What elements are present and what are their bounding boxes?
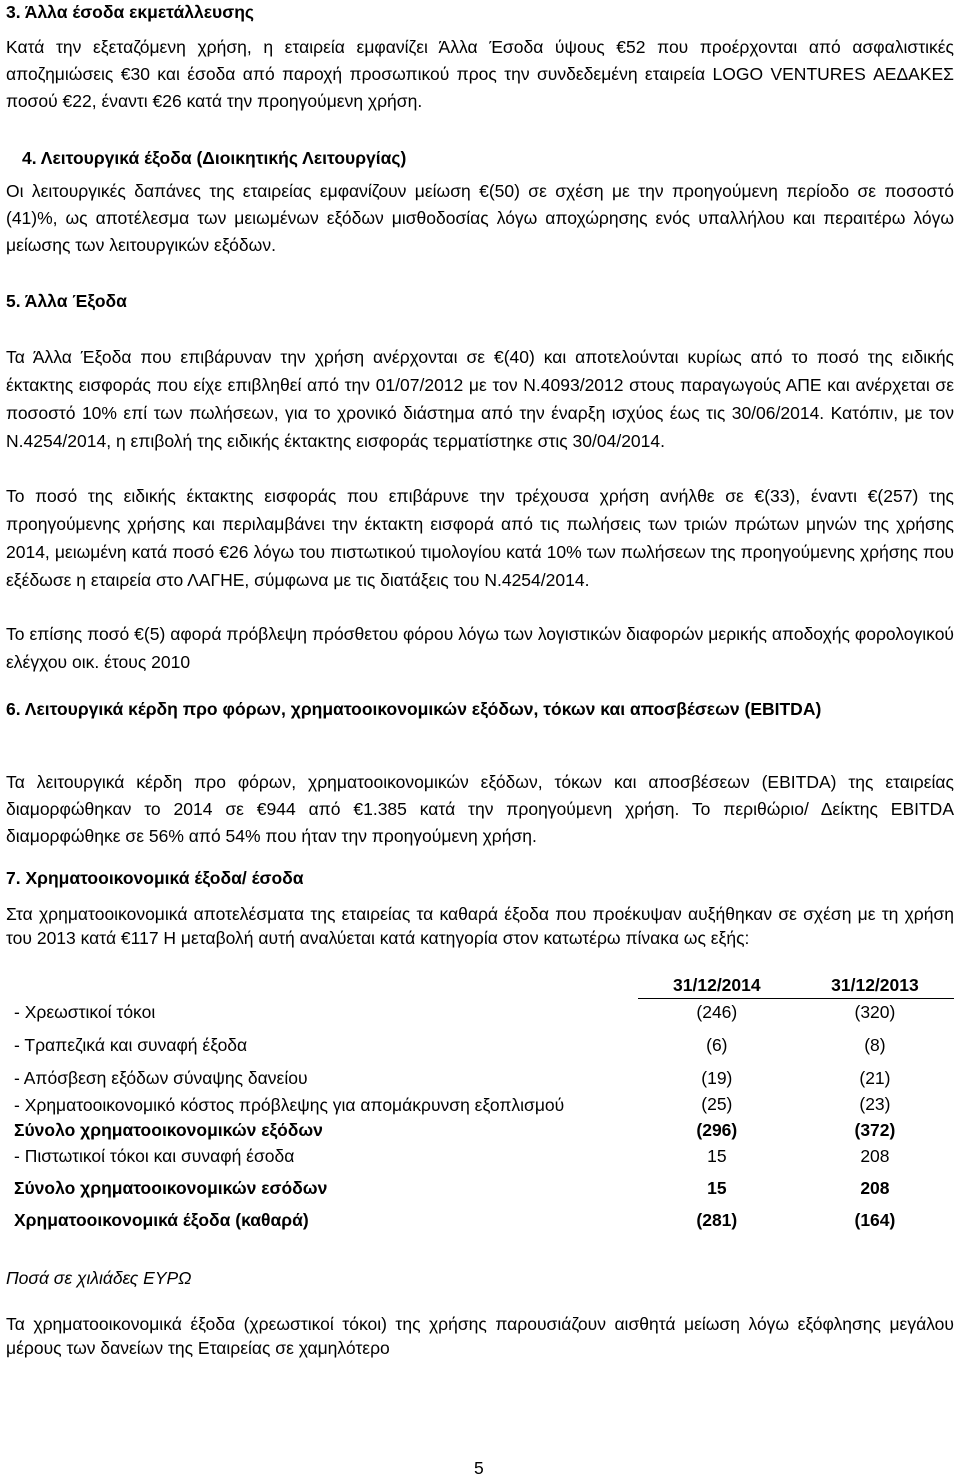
row-label: Χρηματοοικονομικά έξοδα (καθαρά) [14, 1210, 309, 1230]
section-3-body: Κατά την εξεταζόμενη χρήση, η εταιρεία εμφανίζει Άλλα Έσοδα ύψους €52 που προέρχονται από ασφαλιστικές αποζημιώσεις €30 και έσοδα από παροχή προσωπικού προς την συνδεδεμένη εταιρεία LOGO VENTURES ΑΕΔΑΚΕΣ ποσού €22, έναντι €26 κατά την προηγούμενη χρήση. [6, 37, 954, 111]
cell-2013: (320) [854, 1002, 896, 1022]
table-row [14, 1169, 954, 1201]
cell-2013: (372) [854, 1120, 896, 1140]
section-5-para-1: Τα Άλλα Έξοδα που επιβάρυναν την χρήση ανέρχονται σε €(40) και αποτελούνται κυρίως από το ποσό της ειδικής έκτακτης εισφοράς που είχε επιβληθεί από την 01/07/2012 με τον Ν.4093/2012 στους παραγωγούς ΑΠΕ και ανέρχεται σε ποσοστό 10% επί των πωλήσεων, για το χρονικό διάστημα από την έναρξη ισχύος έως τις 30/06/2014. Κατόπιν, με τον Ν.4254/2014, η επιβολή της ειδικής έκτακτης εισφοράς τερματίστηκε στις 30/04/2014. [6, 347, 954, 451]
cell-2014: (25) [701, 1094, 733, 1114]
cell-2013: 208 [860, 1146, 890, 1166]
table-row [14, 1143, 954, 1169]
cell-2014: (296) [696, 1120, 738, 1140]
cell-2014: (246) [696, 1002, 738, 1022]
section-5-title: 5. Άλλα Έξοδα [6, 291, 127, 311]
table-row [14, 1025, 954, 1058]
cell-2013: (164) [854, 1210, 896, 1230]
section-3-title: 3. Άλλα έσοδα εκμετάλλευσης [6, 2, 254, 22]
section-5-para-2: Το ποσό της ειδικής έκτακτης εισφοράς που επιβάρυνε την τρέχουσα χρήση ανήλθε σε €(33), έναντι €(257) της προηγούμενης χρήσης και περιλαμβάνει την έκτακτη εισφορά από τις πωλήσεις των τριών πρώτων μηνών της χρήσης 2014, μειωμένη κατά ποσό €26 λόγω του πιστωτικού τιμολογίου κατά 10% των πωλήσεων της προηγούμενης χρήσης που εξέδωσε η εταιρεία στο ΛΑΓΗΕ, σύμφωνα με τις διατάξεις του Ν.4254/2014. [6, 486, 954, 590]
cell-2014: (281) [696, 1210, 738, 1230]
cell-2014: 15 [707, 1146, 727, 1166]
section-5-para-3: Το επίσης ποσό €(5) αφορά πρόβλεψη πρόσθετου φόρου λόγω των λογιστικών διαφορών μερικής αποδοχής φορολογικού ελέγχου οικ. έτους 2010 [6, 624, 954, 672]
row-label: Σύνολο χρηματοοικονομικών εξόδων [14, 1120, 323, 1140]
cell-2014: 15 [707, 1178, 727, 1198]
section-4-body: Οι λειτουργικές δαπάνες της εταιρείας εμφανίζουν μείωση €(50) σε σχέση με την προηγούμενη περίοδο σε ποσοστό (41)%, ως αποτέλεσμα των μειωμένων εξόδων μισθοδοσίας λόγω αποχώρησης ενός υπαλλήλου και περαιτέρω λόγω μείωσης των λειτουργικών εξόδων. [6, 181, 954, 255]
amounts-note: Ποσά σε χιλιάδες ΕΥΡΩ [6, 1268, 192, 1288]
row-label: Σύνολο χρηματοοικονομικών εσόδων [14, 1178, 328, 1198]
row-label: - Χρηματοοικονομικό κόστος πρόβλεψης για απομάκρυνση εξοπλισμού [14, 1095, 565, 1115]
cell-2013: (21) [859, 1068, 891, 1088]
section-7-outro: Τα χρηματοοικονομικά έξοδα (χρεωστικοί τόκοι) της χρήσης παρουσιάζουν αισθητά μείωση λόγω εξόφλησης μεγάλου μέρους των δανείων της Εταιρείας σε χαμηλότερο [6, 1314, 954, 1358]
cell-2014: (6) [706, 1035, 728, 1055]
table-row [14, 1091, 954, 1117]
section-7-title: 7. Χρηματοοικονομικά έξοδα/ έσοδα [6, 868, 304, 888]
finance-table [14, 972, 954, 1233]
table-row [14, 1201, 954, 1233]
row-label: - Πιστωτικοί τόκοι και συναφή έσοδα [14, 1146, 295, 1166]
section-6-body: Τα λειτουργικά κέρδη προ φόρων, χρηματοοικονομικών εξόδων, τόκων και αποσβέσεων (EBITDA) της εταιρείας διαμορφώθηκαν το 2014 σε €944 από €1.385 κατά την προηγούμενη χρήση. Το περιθώριο/ Δείκτης EBITDA διαμορφώθηκε σε 56% από 54% που ήταν την προηγούμενη χρήση. [6, 772, 954, 846]
table-header-row [14, 972, 954, 999]
cell-2013: 208 [860, 1178, 890, 1198]
col-header-2013: 31/12/2013 [796, 972, 954, 999]
cell-2013: (8) [864, 1035, 886, 1055]
row-label: - Απόσβεση εξόδων σύναψης δανείου [14, 1068, 308, 1088]
section-7-intro: Στα χρηματοοικονομικά αποτελέσματα της εταιρείας τα καθαρά έξοδα που προέκυψαν αυξήθηκαν σε σχέση με τη χρήση του 2013 κατά €117 Η μεταβολή αυτή αναλύεται κατά κατηγορία στον κατωτέρω πίνακα ως εξής: [6, 904, 954, 948]
page-number: 5 [474, 1458, 484, 1478]
row-label: - Χρεωστικοί τόκοι [14, 1002, 156, 1022]
col-header-2014: 31/12/2014 [638, 972, 796, 999]
row-label: - Τραπεζικά και συναφή έξοδα [14, 1035, 248, 1055]
cell-2013: (23) [859, 1094, 891, 1114]
table-row [14, 999, 954, 1026]
table-row [14, 1058, 954, 1091]
section-4-title: 4. Λειτουργικά έξοδα (Διοικητικής Λειτουργίας) [22, 148, 407, 168]
table-row [14, 1117, 954, 1143]
cell-2014: (19) [701, 1068, 733, 1088]
section-6-title: 6. Λειτουργικά κέρδη προ φόρων, χρηματοοικονομικών εξόδων, τόκων και αποσβέσεων (EBITDA) [6, 699, 822, 719]
